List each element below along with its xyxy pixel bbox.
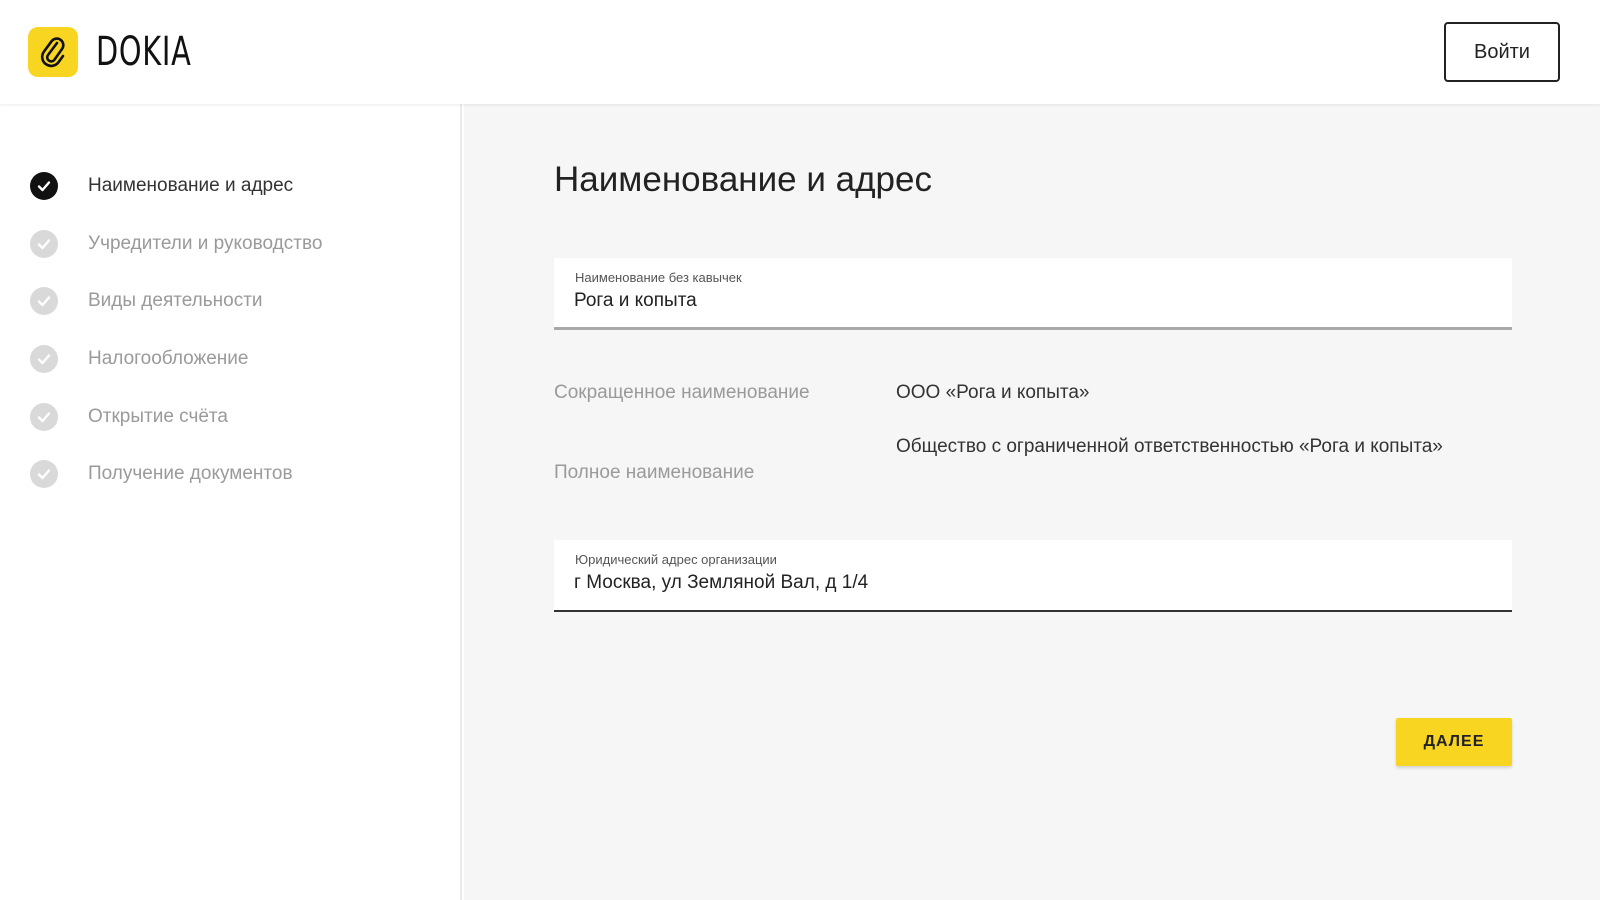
full-name-value: Общество с ограниченной ответственностью «Рога и копыта» [896,436,1443,457]
step-label: Налогообложение [88,348,249,369]
step-label: Открытие счёта [88,406,228,427]
step-label: Виды деятельности [88,290,263,311]
full-name-label: Полное наименование [554,462,755,483]
step-label: Получение документов [88,463,293,484]
company-name-label: Наименование без кавычек [575,270,742,285]
legal-address-input[interactable] [574,572,1474,594]
legal-address-label: Юридический адрес организации [575,552,777,567]
company-name-field[interactable] [554,258,1512,330]
step-item-documents[interactable] [30,459,293,489]
check-circle-icon [30,345,58,373]
login-button[interactable]: Войти [1444,22,1560,82]
check-circle-icon [30,403,58,431]
step-label: Учредители и руководство [88,233,323,254]
next-button[interactable]: ДАЛЕЕ [1396,718,1512,766]
app-header [0,0,1600,104]
step-item-name-address[interactable] [30,171,293,201]
logo-text: DOKIA [96,29,192,75]
step-item-activities[interactable] [30,286,263,316]
short-name-value: ООО «Рога и копыта» [896,382,1090,403]
check-circle-icon [30,287,58,315]
paperclip-icon [28,27,78,77]
short-name-label: Сокращенное наименование [554,382,810,403]
page-title: Наименование и адрес [554,160,932,199]
check-circle-icon [30,230,58,258]
check-circle-icon [30,172,58,200]
main-content [464,104,1600,900]
step-item-account[interactable] [30,402,228,432]
step-label: Наименование и адрес [88,175,294,196]
company-name-input[interactable] [574,290,1474,312]
step-item-taxation[interactable] [30,344,248,374]
logo[interactable] [28,27,229,77]
steps-sidebar [0,104,462,900]
step-item-founders[interactable] [30,229,322,259]
legal-address-field[interactable] [554,540,1512,612]
check-circle-icon [30,460,58,488]
